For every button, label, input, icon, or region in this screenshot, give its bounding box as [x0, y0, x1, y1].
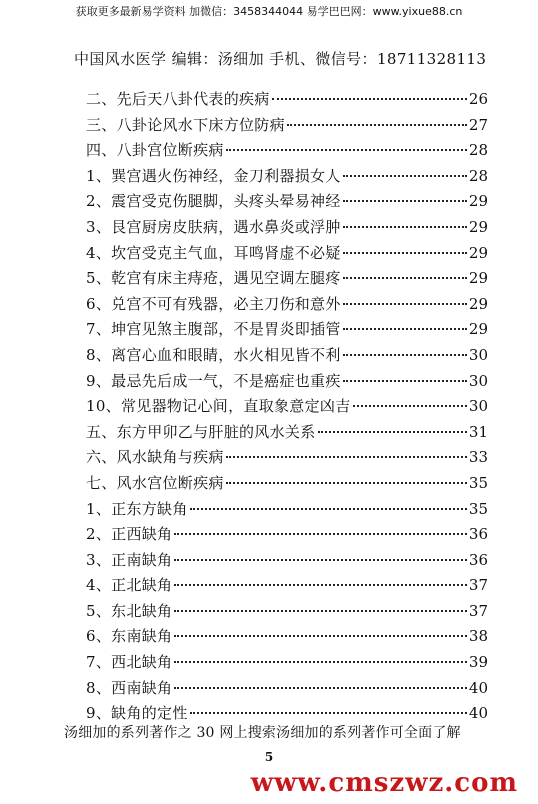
toc-entry-page: 28 [468, 166, 488, 185]
dot-leader [226, 149, 467, 151]
dot-leader [343, 252, 467, 254]
toc-entry [86, 600, 488, 626]
toc-entry-title: 2、正西缺角 [86, 525, 173, 544]
toc-entry-page: 37 [468, 601, 488, 620]
toc-entry-title: 7、坤宫见煞主腹部，不是胃炎即插管 [86, 320, 341, 339]
dot-leader [318, 431, 467, 433]
toc-entry-title: 10、常见器物记心间，直取象意定凶吉 [86, 397, 351, 416]
toc-entry-title: 三、八卦论风水下床方位防病 [86, 115, 285, 134]
toc-entry-title: 8、西南缺角 [86, 678, 173, 697]
toc-entry-page: 35 [468, 499, 488, 518]
toc-entry-page: 30 [468, 345, 488, 364]
toc-entry [86, 165, 488, 191]
toc-entry [86, 293, 488, 319]
toc-entry-title: 6、兑宫不可有残器，必主刀伤和意外 [86, 294, 341, 313]
toc-entry [86, 216, 488, 242]
watermark-logo: www.cmszwz.com [250, 768, 518, 798]
toc-entry [86, 267, 488, 293]
toc-entry-page: 28 [468, 141, 488, 160]
dot-leader [287, 124, 467, 126]
dot-leader [343, 226, 467, 228]
toc-entry [86, 318, 488, 344]
toc-entry-page: 26 [468, 90, 488, 108]
toc-entry-page: 29 [468, 217, 488, 236]
toc-entry [86, 344, 488, 370]
toc-entry [86, 625, 488, 651]
toc-entry-page: 40 [468, 704, 488, 723]
toc-entry-title: 8、离宫心血和眼睛，水火相见皆不利 [86, 345, 341, 364]
toc-entry-page: 29 [468, 320, 488, 339]
toc-entry-page: 36 [468, 525, 488, 544]
toc-entry [86, 421, 488, 447]
toc-entry-title: 3、艮宫厨房皮肤病，遇水鼻炎或浮肿 [86, 217, 341, 236]
dot-leader [174, 584, 467, 586]
toc-entry [86, 574, 488, 600]
toc-entry-title: 4、正北缺角 [86, 576, 173, 595]
toc-entry-page: 27 [468, 115, 488, 134]
dot-leader [174, 533, 467, 535]
toc-entry-page: 33 [468, 448, 488, 467]
toc-entry-page: 39 [468, 653, 488, 672]
toc-entry [86, 395, 488, 421]
toc-entry-page: 36 [468, 550, 488, 569]
toc-entry-title: 5、乾宫有床主痔疮，遇见空调左腿疼 [86, 269, 341, 288]
toc-entry-title: 7、西北缺角 [86, 653, 173, 672]
dot-leader [190, 712, 467, 714]
toc-entry-page: 30 [468, 371, 488, 390]
toc-entry-page: 35 [468, 473, 488, 492]
toc-entry [86, 242, 488, 268]
toc-entry-page: 38 [468, 627, 488, 646]
toc-entry-title: 七、风水宫位断疾病 [86, 473, 224, 492]
document-header: 中国风水医学 编辑：汤细加 手机、微信号：18711328113 [74, 50, 487, 68]
dot-leader [174, 635, 467, 637]
toc-entry-title: 1、巽宫遇火伤神经，金刀利器损女人 [86, 166, 341, 185]
toc-entry-page: 29 [468, 192, 488, 211]
toc-entry-title: 5、东北缺角 [86, 601, 173, 620]
toc-entry-title: 六、风水缺角与疾病 [86, 448, 224, 467]
toc-entry-title: 3、正南缺角 [86, 550, 173, 569]
toc-entry [86, 446, 488, 472]
dot-leader [174, 687, 467, 689]
toc-entry [86, 472, 488, 498]
toc-entry-page: 40 [468, 678, 488, 697]
dot-leader [343, 175, 467, 177]
toc-entry [86, 88, 488, 114]
toc-entry-title: 2、震宫受克伤腿脚，头疼头晕易神经 [86, 192, 341, 211]
toc-entry [86, 139, 488, 165]
dot-leader [174, 559, 467, 561]
top-banner: 获取更多最新易学资料 加微信：3458344044 易学巴巴网：www.yixue88.cn [75, 5, 463, 18]
footer-note: 汤细加的系列著作之 30 网上搜索汤细加的系列著作可全面了解 [64, 725, 461, 741]
dot-leader [343, 380, 467, 382]
dot-leader [272, 98, 467, 100]
toc-entry [86, 523, 488, 549]
dot-leader [190, 508, 467, 510]
dot-leader [343, 303, 467, 305]
toc-entry [86, 114, 488, 140]
toc-entry-title: 五、东方甲卯乙与肝脏的风水关系 [86, 422, 316, 441]
toc-entry-page: 30 [468, 397, 488, 416]
toc-entry [86, 651, 488, 677]
toc-entry-title: 6、东南缺角 [86, 627, 173, 646]
dot-leader [226, 482, 467, 484]
toc-entry-title: 4、坎宫受克主气血，耳鸣肾虚不必疑 [86, 243, 341, 262]
dot-leader [226, 456, 467, 458]
dot-leader [343, 200, 467, 202]
toc-entry-title: 1、正东方缺角 [86, 499, 188, 518]
toc-entry-page: 29 [468, 269, 488, 288]
dot-leader [343, 354, 467, 356]
toc-entry [86, 677, 488, 703]
toc-entry [86, 190, 488, 216]
toc-entry-page: 29 [468, 294, 488, 313]
toc-entry-page: 29 [468, 243, 488, 262]
toc-entry-title: 9、最忌先后成一气，不是癌症也重疾 [86, 371, 341, 390]
toc-entry [86, 498, 488, 524]
dot-leader [353, 405, 467, 407]
toc-entry-title: 二、先后天八卦代表的疾病 [86, 90, 270, 108]
toc-entry-title: 四、八卦宫位断疾病 [86, 141, 224, 160]
dot-leader [343, 277, 467, 279]
dot-leader [174, 661, 467, 663]
toc-entry-page: 37 [468, 576, 488, 595]
page-number: 5 [264, 750, 274, 764]
toc-entry [86, 549, 488, 575]
toc-entry-title: 9、缺角的定性 [86, 704, 188, 723]
dot-leader [343, 328, 467, 330]
toc-entry-page: 31 [468, 422, 488, 441]
table-of-contents [86, 88, 488, 728]
toc-entry [86, 370, 488, 396]
dot-leader [174, 610, 467, 612]
